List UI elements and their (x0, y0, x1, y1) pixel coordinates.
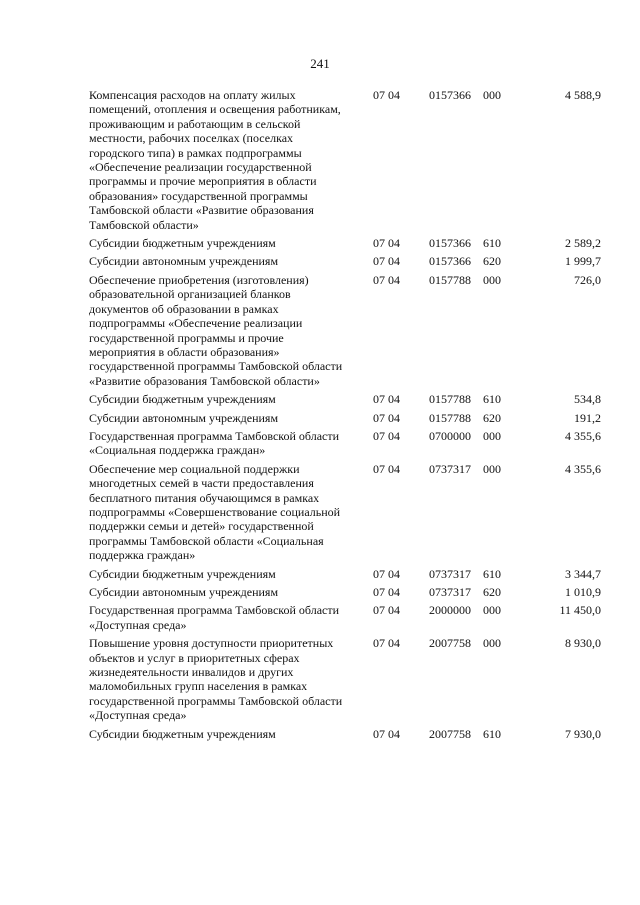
row-type-cell: 610 (483, 236, 501, 251)
row-name-cell: Субсидии бюджетным учреждениям (89, 566, 276, 581)
table-row (89, 636, 601, 726)
row-code-cell: 2007758 (429, 636, 471, 651)
row-type-cell: 000 (483, 272, 501, 287)
row-amount-cell: 2 589,2 (565, 236, 601, 251)
row-amount-cell: 534,8 (574, 392, 601, 407)
row-code-cell: 0700000 (429, 428, 471, 443)
row-type-cell: 620 (483, 410, 501, 425)
row-amount-cell: 8 930,0 (565, 636, 601, 651)
row-name-cell: Государственная программа Тамбовской области «Социальная поддержка граждан» (89, 428, 340, 458)
row-section-cell: 07 04 (373, 236, 400, 251)
row-name-cell: Обеспечение мер социальной поддержки многодетных семей в части предоставления бесплатного питания обучающимся в рамках подпрограммы «Совершенствование социальной поддержки семьи и детей» государственной программы Тамбовской области «Социальная поддержка граждан» (89, 461, 341, 563)
row-amount-cell: 4 355,6 (565, 428, 601, 443)
table-row (89, 273, 601, 392)
row-type-cell: 000 (483, 636, 501, 651)
row-section-cell: 07 04 (373, 726, 400, 741)
row-name-cell: Компенсация расходов на оплату жилых помещений, отопления и освещения работникам, проживающим и работающим в сельской местности, рабочих поселках (поселках городского типа) в рамках подпрограммы «Обеспечение реализации государственной программы и прочие мероприятия в области образования» государственной программы Тамбовской области «Развитие образования Тамбовской области» (89, 88, 341, 232)
row-type-cell: 610 (483, 566, 501, 581)
row-section-cell: 07 04 (373, 461, 400, 476)
budget-table (89, 88, 601, 745)
budget-table-body (89, 88, 601, 745)
row-section-cell: 07 04 (373, 566, 400, 581)
table-row (89, 392, 601, 410)
row-name-cell: Повышение уровня доступности приоритетных объектов и услуг в приоритетных сферах жизнедеятельности инвалидов и других маломобильных групп населения в рамках государственной программы Тамбовской области «Доступная среда» (89, 636, 343, 723)
row-section-cell: 07 04 (373, 428, 400, 443)
row-section-cell: 07 04 (373, 585, 400, 599)
row-name-cell: Субсидии бюджетным учреждениям (89, 726, 276, 741)
row-amount-cell: 3 344,7 (565, 566, 601, 581)
table-row (89, 567, 601, 585)
table-row (89, 411, 601, 429)
row-code-cell: 0157788 (429, 392, 471, 407)
row-amount-cell: 726,0 (574, 272, 601, 287)
row-code-cell: 0737317 (429, 461, 471, 476)
table-row (89, 429, 601, 462)
row-name-cell: Субсидии автономным учреждениям (89, 410, 279, 425)
row-type-cell: 000 (483, 428, 501, 443)
table-row (89, 727, 601, 745)
row-type-cell: 000 (483, 603, 501, 618)
table-row (89, 254, 601, 272)
row-code-cell: 0157788 (429, 410, 471, 425)
row-amount-cell: 4 355,6 (565, 461, 601, 476)
row-code-cell: 2000000 (429, 603, 471, 618)
row-amount-cell: 1 999,7 (565, 254, 601, 269)
table-row (89, 585, 601, 603)
row-section-cell: 07 04 (373, 254, 400, 269)
row-section-cell: 07 04 (373, 636, 400, 651)
row-type-cell: 610 (483, 392, 501, 407)
row-type-cell: 000 (483, 88, 501, 102)
row-name-cell: Субсидии автономным учреждениям (89, 254, 279, 269)
row-name-cell: Государственная программа Тамбовской области «Доступная среда» (89, 603, 340, 632)
table-row (89, 603, 601, 636)
page-number: 241 (310, 56, 330, 71)
row-type-cell: 620 (483, 585, 501, 599)
table-row (89, 236, 601, 254)
row-code-cell: 2007758 (429, 726, 471, 741)
row-amount-cell: 11 450,0 (559, 603, 601, 618)
row-amount-cell: 4 588,9 (565, 88, 601, 102)
row-amount-cell: 191,2 (574, 410, 601, 425)
row-section-cell: 07 04 (373, 392, 400, 407)
row-section-cell: 07 04 (373, 272, 400, 287)
table-row (89, 88, 601, 236)
row-type-cell: 620 (483, 254, 501, 269)
row-name-cell: Субсидии автономным учреждениям (89, 585, 279, 599)
row-amount-cell: 7 930,0 (565, 726, 601, 741)
row-code-cell: 0737317 (429, 585, 471, 599)
row-name-cell: Субсидии бюджетным учреждениям (89, 392, 276, 407)
row-section-cell: 07 04 (373, 88, 400, 102)
row-code-cell: 0157366 (429, 88, 471, 102)
row-name-cell: Субсидии бюджетным учреждениям (89, 236, 276, 251)
row-type-cell: 610 (483, 726, 501, 741)
row-name-cell: Обеспечение приобретения (изготовления) образовательной организацией бланков документов об образовании в рамках подпрограммы «Обеспечение реализации государственной программы и прочие мероприятия в области образования» государственной программы Тамбовской области «Развитие образования Тамбовской области» (89, 272, 343, 388)
row-section-cell: 07 04 (373, 603, 400, 618)
row-amount-cell: 1 010,9 (565, 585, 601, 599)
table-row (89, 462, 601, 567)
row-code-cell: 0157788 (429, 272, 471, 287)
row-code-cell: 0157366 (429, 236, 471, 251)
row-type-cell: 000 (483, 461, 501, 476)
row-code-cell: 0737317 (429, 566, 471, 581)
row-section-cell: 07 04 (373, 410, 400, 425)
row-code-cell: 0157366 (429, 254, 471, 269)
